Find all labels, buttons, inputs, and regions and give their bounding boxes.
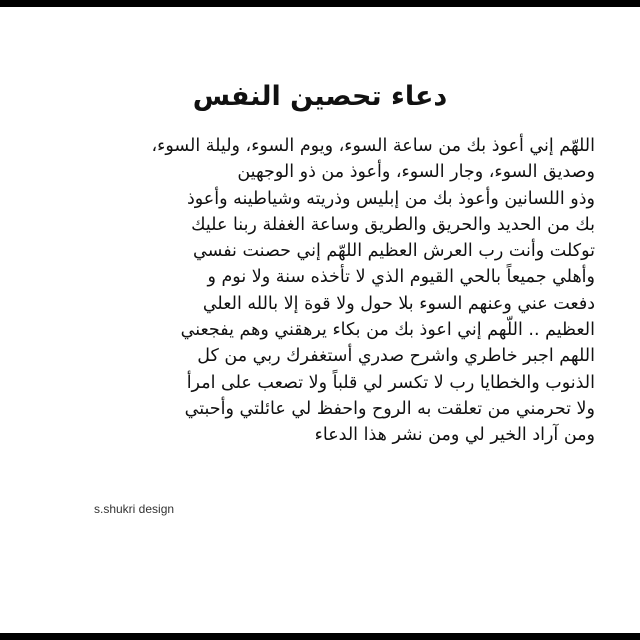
prayer-line: اللهّم إني أعوذ بك من ساعة السوء، ويوم السوء، وليلة السوء، — [151, 136, 595, 156]
document-page — [0, 7, 640, 633]
prayer-line: ومن آراد الخير لي ومن نشر هذا الدعاء — [314, 425, 595, 446]
prayer-line: وصديق السوء، وجار السوء، وأعوذ من ذو الوجهين — [237, 162, 595, 183]
prayer-line: توكلت وأنت رب العرش العظيم اللهّم إني حصنت نفسي — [193, 241, 595, 262]
prayer-line: وذو اللسانين وأعوذ بك من إبليس وذريته وشياطينه وأعوذ — [186, 188, 595, 209]
prayer-line: دفعت عني وعنهم السوء بلا حول ولا قوة إلا بالله العلي — [202, 293, 595, 314]
prayer-line: بك من الحديد والحريق والطريق وساعة الغفلة ربنا عليك — [191, 214, 595, 235]
prayer-line: وأهلي جميعاً بالحي القيوم الذي لا تأخذه سنة ولا نوم و — [207, 267, 595, 288]
document-title: دعاء تحصين النفس — [192, 81, 448, 112]
prayer-line: العظيم .. اللّهم إني اعوذ بك من بكاء يرهقني وهم يفجعني — [180, 320, 595, 341]
prayer-line: اللهم اجبر خاطري واشرح صدري أستغفرك ربي من كل — [197, 346, 595, 367]
prayer-line: ولا تحرمني من تعلقت به الروح واحفظ لي عائلتي وأحبتي — [184, 398, 595, 419]
designer-credit: s.shukri design — [94, 502, 175, 516]
prayer-text — [45, 133, 595, 449]
prayer-line: الذنوب والخطايا رب لا تكسر لي قلباً ولا تصعب على امرأ — [186, 372, 595, 393]
